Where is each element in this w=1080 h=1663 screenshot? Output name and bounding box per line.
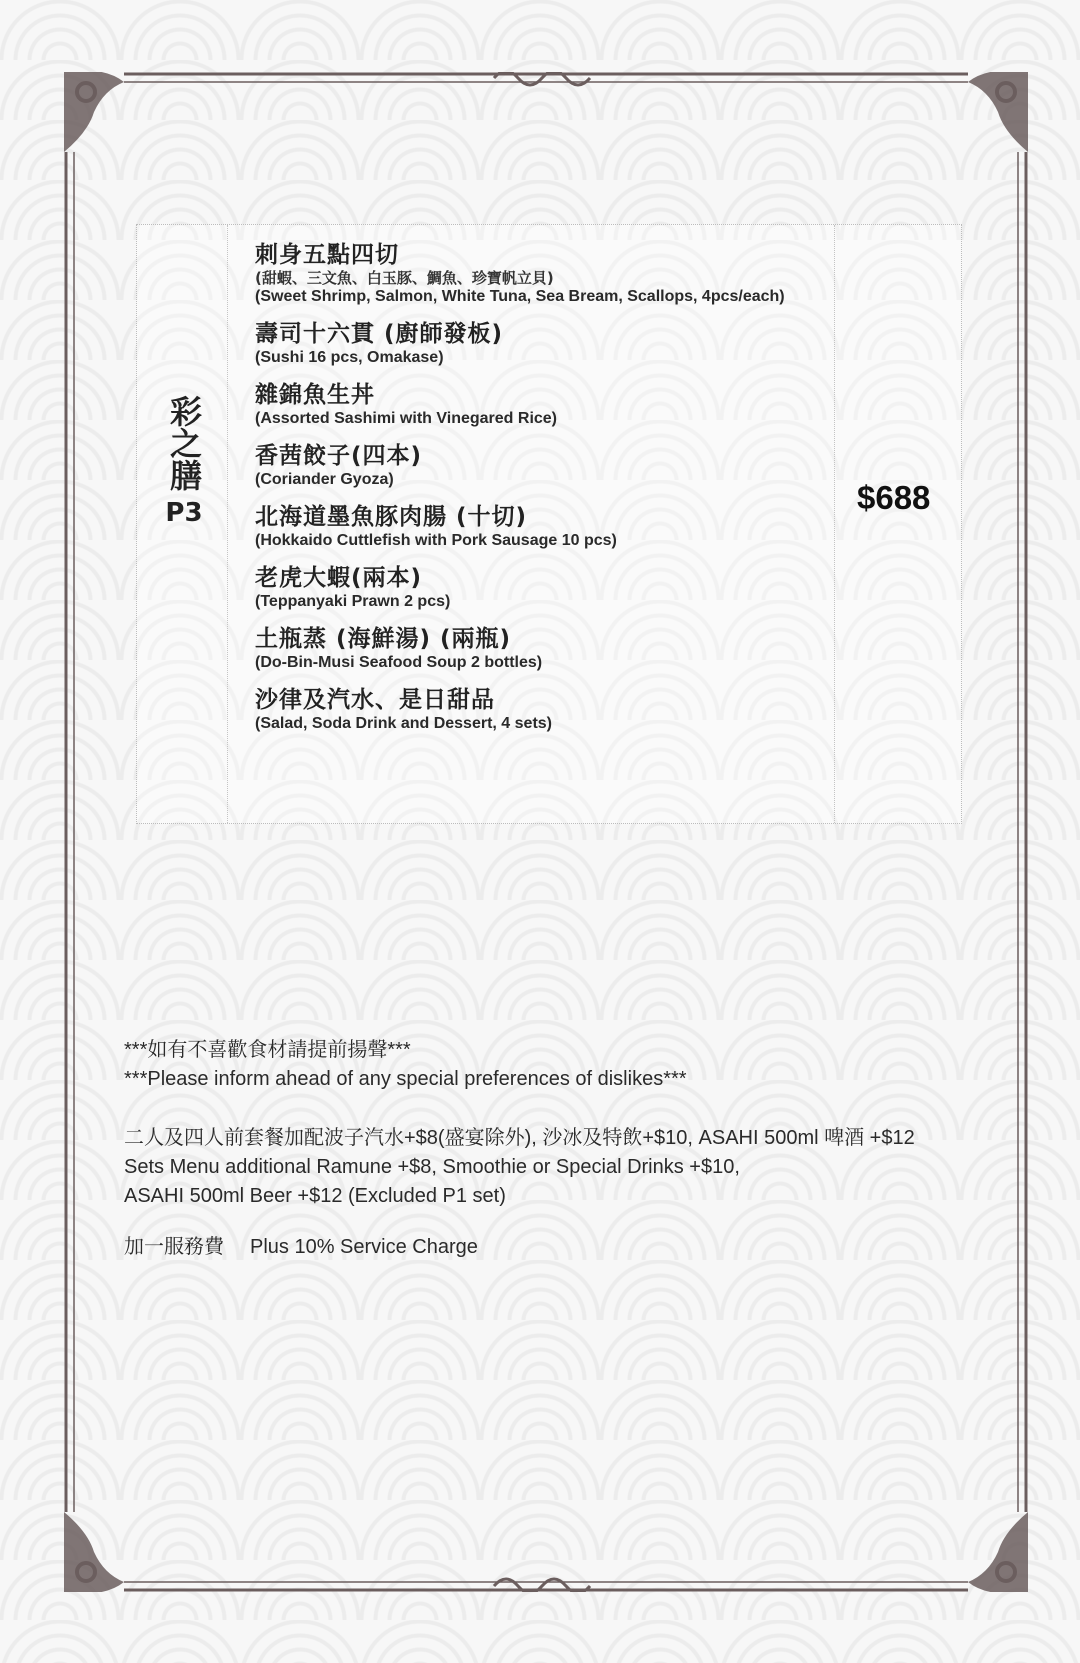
item-description: (Coriander Gyoza) [255,471,394,488]
menu-item [255,442,825,489]
service-charge-en: Plus 10% Service Charge [250,1236,478,1258]
item-name: 壽司十六貫 (廚師發板) [255,321,504,347]
set-menu-box [136,224,962,824]
menu-item [255,503,825,550]
item-description: (Sushi 16 pcs, Omakase) [255,349,444,366]
service-charge-zh: 加一服務費 [124,1236,224,1258]
dislike-note-zh: ***如有不喜歡食材請提前揚聲*** [124,1039,411,1061]
item-name: 土瓶蒸 (海鮮湯) (兩瓶) [255,626,512,652]
item-description: (Hokkaido Cuttlefish with Pork Sausage 10 pcs) [255,532,617,549]
menu-notes [124,1036,1004,1262]
item-description: (Sweet Shrimp, Salmon, White Tuna, Sea Bream, Scallops, 4pcs/each) [255,288,785,305]
menu-item [255,241,825,306]
item-subtitle: (甜蝦、三文魚、白玉豚、鯛魚、珍寶帆立貝) [255,269,554,287]
addon-note-en-1: Sets Menu additional Ramune +$8, Smoothie or Special Drinks +$10, [124,1156,740,1178]
dislike-note-en: ***Please inform ahead of any special preferences of dislikes*** [124,1068,687,1090]
item-description: (Salad, Soda Drink and Dessert, 4 sets) [255,715,552,732]
menu-item [255,686,825,733]
column-divider [834,225,835,823]
set-price: $688 [857,479,931,516]
addon-note-zh: 二人及四人前套餐加配波子汽水+$8(盛宴除外), 沙冰及特飲+$10, ASAHI 500ml 啤酒 +$12 [124,1127,915,1149]
item-name: 香茜餃子(四本) [255,443,423,469]
menu-item [255,564,825,611]
menu-items [255,241,825,747]
item-name: 雜錦魚生丼 [255,382,375,408]
column-divider [227,225,228,823]
set-title [161,395,207,531]
item-name: 沙律及汽水、是日甜品 [255,687,495,713]
item-name: 老虎大蝦(兩本) [255,565,423,591]
item-name: 刺身五點四切 [255,242,399,268]
item-description: (Assorted Sashimi with Vinegared Rice) [255,410,558,427]
menu-item [255,381,825,428]
service-charge-note [124,1233,1004,1262]
menu-item [255,320,825,367]
addon-note-en-2: ASAHI 500ml Beer +$12 (Excluded P1 set) [124,1185,506,1207]
set-code: P3 [165,498,203,528]
item-description: (Do-Bin-Musi Seafood Soup 2 bottles) [255,654,543,671]
menu-item [255,625,825,672]
set-name-vertical: 彩之膳 [165,395,203,491]
item-name: 北海道墨魚豚肉腸 (十切) [255,504,528,530]
item-description: (Teppanyaki Prawn 2 pcs) [255,593,451,610]
